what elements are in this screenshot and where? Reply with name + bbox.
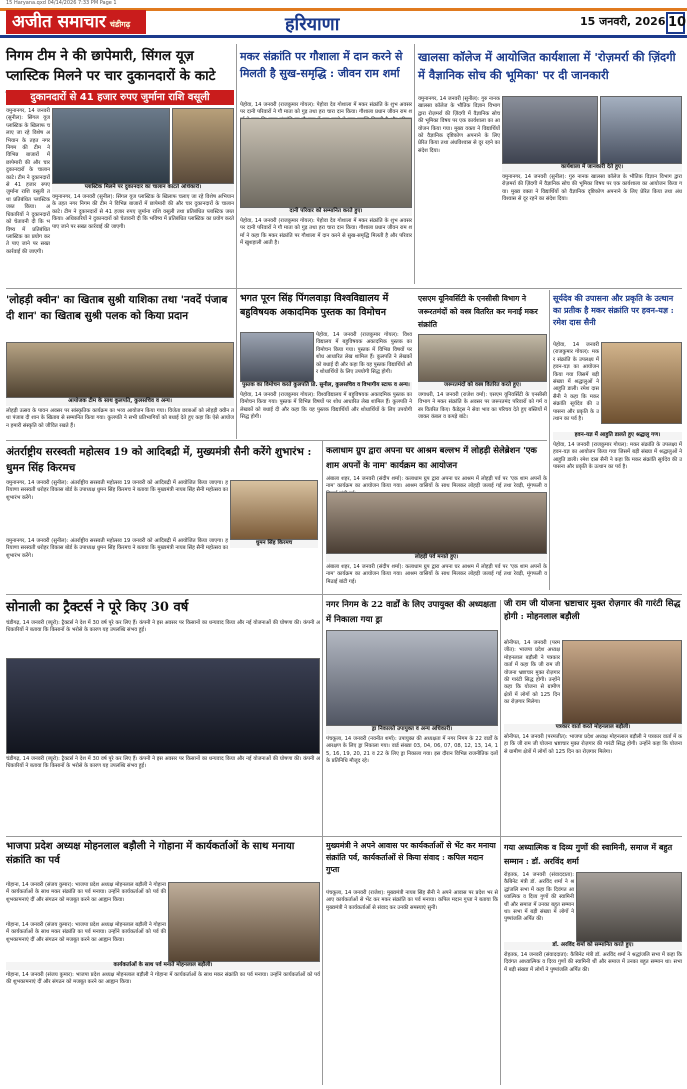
article-body-kaladham: अंबाला शहर, 14 जनवरी (संदीप शर्मा): कलाधाम ग्रुप द्वारा अपना घर आश्रम में लोहड़ी पर्व पर 'एक शाम अपनों के नाम' कार्यक्रम का आयोजन किया गया। आश्रम वासियों के साथ मिलकर लोहड़ी जलाई गई तथा रेवड़ी, मूंगफली व मिठाई बांटी गई। — [326, 564, 547, 585]
headline-saraswati-festival: अंतर्राष्ट्रीय सरस्वती महोत्सव 19 को आदिबद्री में, मुख्यमंत्री सैनी करेंगे शुभारंभ : धुमन सिंह किरमच — [6, 446, 312, 474]
headline-tractors: सोनाली का ट्रैक्टर्स ने पूरे किए 30 वर्ष — [6, 600, 189, 615]
photo-ncc — [418, 334, 547, 382]
caption-plastic: प्लास्टिक मिलने पर दुकानदार का चालान काटते अधिकारी। — [52, 184, 234, 192]
column-divider — [322, 440, 323, 1085]
photo-tractors — [6, 658, 320, 754]
article-body-ram-ji-yojana: सोनीपत, 14 जनवरी (परमजीत): भाजपा प्रदेश अध्यक्ष मोहनलाल बड़ौली ने पत्रकार वार्ता में कहा कि जी राम जी योजना भ्रष्टाचार मुक्त रोज़गार की गारंटी सिद्ध होगी। उन्होंने कहा कि योजना से ग्रामीण क्षेत्रों में लोगों को 125 दिन का रोज़गार मिलेगा। — [504, 734, 682, 755]
headline-arvind-sharma: गया अध्यात्मिक व दिव्य गुणों की स्वामिनी, समाज में बहुत सम्मान : डॉ. अरविंद शर्मा — [504, 842, 673, 866]
column-divider — [236, 44, 237, 439]
row-divider — [6, 440, 547, 441]
article-body-yojana-side: सोनीपत, 14 जनवरी (परमजीत): भाजपा प्रदेश अध्यक्ष मोहनलाल बड़ौली ने पत्रकार वार्ता में कहा कि जी राम जी योजना भ्रष्टाचार मुक्त रोज़गार की गारंटी सिद्ध होगी। उन्होंने कहा कि योजना से ग्रामीण क्षेत्रों में लोगों को 125 दिन का रोज़गार मिलेगा। — [504, 640, 560, 706]
caption-arvind-sharma: डॉ. अरविंद शर्मा को सम्मानित करते हुए। — [504, 942, 682, 950]
photo-gaushala — [240, 118, 412, 208]
photo-kaladham — [326, 492, 547, 554]
headline-khalsa-workshop: खालसा कॉलेज में आयोजित कार्यशाला में 'रोज़मर्रा की ज़िंदगी में वैज्ञानिक सोच की भूमिका' पर दी जानकारी — [418, 50, 676, 82]
caption-khalsa: कार्यशाला में जानकारी देते हुए। — [502, 164, 682, 172]
article-body-gohana: गोहाना, 14 जनवरी (संजय कुमार): भाजपा प्रदेश अध्यक्ष मोहनलाल बड़ौली ने गोहाना में कार्यकर्ताओं के साथ मकर संक्रांति का पर्व मनाया। उन्होंने कार्यकर्ताओं को पर्व की शुभकामनाएं दीं और संगठन को मजबूत करने का आह्वान किया। — [6, 972, 320, 986]
article-body-book: पेहोवा, 14 जनवरी (राजकुमार गोयल): विश्वविद्यालय में बहुविषयक अकादमिक पुस्तक का विमोचन किया गया। पुस्तक में विभिन्न विषयों पर शोध आधारित लेख शामिल हैं। कुलपति ने लेखकों को बधाई दी और कहा कि यह पुस्तक विद्यार्थियों और शोधार्थियों के लिए उपयोगी सिद्ध होगी। — [240, 392, 412, 421]
caption-kaladham: लोहड़ी पर्व मनाते हुए। — [326, 554, 547, 562]
caption-book-release: पुस्तक का विमोचन करते कुलपति प्रो. सुनील, कुलसचिव व विभागीय स्टाफ व अन्य। — [240, 382, 412, 390]
brand-name: अजीत समाचार — [12, 12, 106, 32]
caption-lohri-queen: आयोजक टीम के साथ कुलपति, कुलसचिव व अन्य। — [6, 398, 234, 406]
article-body-gaushala-cont: पेहोवा, 14 जनवरी (राजकुमार गोयल): पेहोवा देव गोशाला में मकर संक्रांति के शुभ अवसर पर दानी परिवारों ने गौ माता को गुड़ तथा हरा चारा दान किया। गौशाला प्रधान जीवन राम शर्मा ने कहा कि मकर संक्रांति पर गौशाला में दान करने से सुख-समृद्धि मिलती है और परिवार में खुशहाली आती है। — [240, 218, 412, 247]
photo-saraswati-portrait — [230, 480, 318, 540]
issue-date: 15 जनवरी, 2026 — [580, 15, 666, 28]
article-body-tractors: चंडीगढ़, 14 जनवरी (ब्यूरो): ट्रैक्टर्स ने देश में 30 वर्ष पूरे कर लिए हैं। कंपनी ने इस अवसर पर किसानों का धन्यवाद किया और नई योजनाओं की घोषणा की। कंपनी अधिकारियों ने बताया कि किसानों के भरोसे के कारण यह उपलब्धि संभव हुई। — [6, 620, 320, 634]
article-body-gohana-mid: गोहाना, 14 जनवरी (संजय कुमार): भाजपा प्रदेश अध्यक्ष मोहनलाल बड़ौली ने गोहाना में कार्यकर्ताओं के साथ मकर संक्रांति का पर्व मनाया। उन्होंने कार्यकर्ताओं को पर्व की शुभकामनाएं दीं और संगठन को मजबूत करने का आह्वान किया। — [6, 922, 166, 943]
article-body-ward-draw: पंचकूला, 14 जनवरी (नवनीत शर्मा): उपायुक्त की अध्यक्षता में नगर निगम के 22 वार्डों के आरक्षण के लिए ड्रा निकाला गया। वार्ड संख्या 03, 04, 06, 07, 08, 12, 13, 14, 15, 16, 19, 20, 21 व 22 के लिए ड्रा निकाला गया। इस दौरान विभिन्न राजनीतिक दलों के प्रतिनिधि मौजूद रहे। — [326, 736, 498, 765]
caption-havan: हवन-यज्ञ में आहुति डालते हुए श्रद्धालु गण। — [553, 432, 682, 440]
article-body-gaushala: पेहोवा, 14 जनवरी (राजकुमार गोयल): पेहोवा देव गोशाला में मकर संक्रांति के शुभ अवसर पर दानी परिवारों ने गौ माता को गुड़ तथा हरा चारा दान किया। गौशाला प्रधान जीवन राम श — [240, 102, 412, 116]
column-divider — [549, 290, 550, 590]
article-body-book-top: पेहोवा, 14 जनवरी (राजकुमार गोयल): विश्वविद्यालय में बहुविषयक अकादमिक पुस्तक का विमोचन किया गया। पुस्तक में विभिन्न विषयों पर शोध आधारित लेख शामिल हैं। कुलपति ने लेखकों को बधाई दी और कहा कि यह पुस्तक विद्यार्थियों और शोधार्थियों के लिए उपयोगी सिद्ध होगी। — [316, 332, 412, 376]
photo-arvind-sharma — [576, 872, 682, 942]
article-body-plastic-cont: यमुनानगर, 14 जनवरी (सुनील): सिंगल यूज प्लास्टिक के खिलाफ चलाए जा रहे विशेष अभियान के तहत नगर निगम की टीम ने विभिन्न बाजारों में छापेमारी की और चार दुकानदारों के चालान काटे। टीम ने दुकानदारों से 41 हजार रुपए जुर्माना राशि वसूली तथा प्रतिबंधित प्लास्टिक जब्त किया। अधिकारियों ने दुकानदारों को चेतावनी दी कि भविष्य में प्रतिबंधित प्लास्टिक का प्रयोग करते पाए जाने पर सख्त कार्रवाई की जाएगी। — [52, 194, 234, 230]
page-number: 10 — [666, 12, 685, 34]
article-body-kaladham-top: अंबाला शहर, 14 जनवरी (संदीप शर्मा): कलाधाम ग्रुप द्वारा अपना घर आश्रम में लोहड़ी पर्व पर 'एक शाम अपनों के नाम' कार्यक्रम का आयोजन किया गया। आश्रम वासियों के साथ मिलकर लोहड़ी जलाई गई तथा रेवड़ी, मूंगफली व — [326, 476, 547, 490]
caption-ward-draw: ड्रा निकालते उपायुक्त व अन्य अधिकारी। — [326, 726, 498, 734]
newspaper-logo — [6, 10, 146, 34]
caption-gohana: कार्यकर्ताओं के साथ पर्व मनाते मोहनलाल बड़ौली। — [6, 962, 320, 970]
article-body-gohana-top: गोहाना, 14 जनवरी (संजय कुमार): भाजपा प्रदेश अध्यक्ष मोहनलाल बड़ौली ने गोहाना में कार्यकर्ताओं के साथ मकर संक्रांति का पर्व मनाया। उन्होंने कार्यकर्ताओं को पर्व की शुभकामनाएं दीं और संगठन को मजबूत करने का आह्वान किया। — [6, 882, 166, 903]
row-divider — [6, 594, 682, 595]
row-divider — [6, 836, 682, 837]
row-divider — [6, 288, 682, 289]
article-body-khalsa-cont: यमुनानगर, 14 जनवरी (सुनील): गुरु नानक खालसा कॉलेज के भौतिक विज्ञान विभाग द्वारा रोज़मर्रा की ज़िंदगी में वैज्ञानिक सोच की भूमिका विषय पर एक कार्यशाला का आयोजन किया गया। मुख्य वक्ता ने विद्यार्थियों को वैज्ञानिक दृष्टिकोण अपनाने के लिए प्रेरित किया तथा अंधविश्वास से दूर रहने का संदेश दिया। — [502, 174, 682, 203]
article-body-saraswati: यमुनानगर, 14 जनवरी (सुनील): अंतर्राष्ट्रीय सरस्वती महोत्सव 19 जनवरी को आदिबद्री में आयोजित किया जाएगा। हरियाणा सरस्वती धरोहर विकास बोर्ड के उपाध्यक्ष धुमन सिंह किरमच ने बताया कि मुख्यमंत्री नायब सिंह सैनी महोत्सव का शुभारंभ करेंगे। — [6, 480, 228, 501]
headline-kaladham: कलाधाम ग्रुप द्वारा अपना घर आश्रम बल्लभ में लोहड़ी सेलेब्रेशन 'एक शाम अपनों के नाम' कार्यक्रम का आयोजन — [326, 446, 537, 471]
headline-book-release: भगत पूरन सिंह पिंगलवाड़ा विश्वविद्यालय में बहुविषयक अकादमिक पुस्तक का विमोचन — [240, 293, 389, 318]
headline-ncc: एसएम यूनिवर्सिटी के एनसीसी विभाग ने जरूरतमंदों को वस्त्र वितरित कर मनाई मकर संक्रांति — [418, 294, 538, 329]
section-title: हरियाणा — [285, 14, 340, 35]
photo-havan — [601, 342, 682, 424]
photo-ward-draw — [326, 630, 498, 726]
headline-havan: सूर्यदेव की उपासना और प्रकृति के उत्थान का प्रतीक है मकर संक्रांति पर हवन-यज्ञ : रमेश दास सैनी — [553, 293, 674, 327]
caption-ncc: जरूरतमंदों को वस्त्र वितरित करते हुए। — [418, 382, 547, 390]
photo-plastic-raid-2 — [172, 108, 234, 184]
article-body-havan: पेहोवा, 14 जनवरी (राजकुमार गोयल): मकर संक्रांति के उपलक्ष्य में हवन-यज्ञ का आयोजन किया गया जिसमें बड़ी संख्या में श्रद्धालुओं ने आहुति डाली। रमेश दास सैनी ने कहा कि मकर संक्रांति सूर्यदेव की उपासना और प्रकृति के उत्थान का पर्व है। — [553, 342, 599, 423]
column-divider — [414, 44, 415, 284]
print-slug: 15 Haryana.qxd 04/14/2026 7:33 PM Page 1 — [6, 0, 117, 6]
photo-book-release — [240, 332, 314, 382]
subhead-fine: दुकानदारों से 41 हजार रुपए जुर्माना राशि वसूली — [6, 90, 234, 105]
photo-khalsa-2 — [600, 96, 682, 164]
caption-ram-ji-yojana: पत्रकार वार्ता करते मोहनलाल बड़ौली। — [504, 724, 682, 732]
headline-gohana: भाजपा प्रदेश अध्यक्ष मोहनलाल बड़ौली ने गोहाना में कार्यकर्ताओं के साथ मनाया संक्रांति का पर्व — [6, 841, 295, 866]
article-body-ncc: जगाधरी, 14 जनवरी (राजेश वर्मा): एसएम यूनिवर्सिटी के एनसीसी विभाग ने मकर संक्रांति के अवसर पर जरूरतमंद परिवारों को गर्म वस्त्र वितरित किए। कैडेट्स ने सेवा भाव का परिचय देते हुए बस्तियों में जाकर कंबल व कपड़े बांटे। — [418, 392, 547, 421]
article-body-plastic: यमुनानगर, 14 जनवरी (सुनील): सिंगल यूज प्लास्टिक के खिलाफ चलाए जा रहे विशेष अभियान के तहत नगर निगम की टीम ने विभिन्न बाजारों में छापेमारी की और चार दुकानदारों के चालान काटे। टीम ने दुकानदारों से 41 हजार रुपए जुर्माना राशि वसूली तथा प्रतिबंधित प्लास्टिक जब्त किया। अधिकारियों ने दुकानदारों को चेतावनी दी कि भविष्य में प्रतिबंधित प्लास्टिक का प्रयोग करते पाए जाने पर सख्त कार्रवाई की जाएगी। — [6, 108, 50, 255]
photo-gohana — [168, 882, 320, 962]
headline-lohri-queen: 'लोहड़ी क्वीन' का खिताब सुश्री याशिका तथा 'नवदें पंजाब दी शान' का खिताब सुश्री पलक को किया प्रदान — [6, 294, 228, 322]
headline-ward-draw: नगर निगम के 22 वार्डों के लिए उपायुक्त की अध्यक्षता में निकाला गया ड्रा — [326, 600, 497, 625]
article-body-havan-cont: पेहोवा, 14 जनवरी (राजकुमार गोयल): मकर संक्रांति के उपलक्ष्य में हवन-यज्ञ का आयोजन किया गया जिसमें बड़ी संख्या में श्रद्धालुओं ने आहुति डाली। रमेश दास सैनी ने कहा कि मकर संक्रांति सूर्यदेव की उपासना और प्रकृति के उत्थान का पर्व है। — [553, 442, 682, 471]
photo-plastic-raid — [52, 108, 170, 184]
photo-ram-ji-yojana — [562, 640, 682, 724]
article-body-tractors-cont: चंडीगढ़, 14 जनवरी (ब्यूरो): ट्रैक्टर्स ने देश में 30 वर्ष पूरे कर लिए हैं। कंपनी ने इस अवसर पर किसानों का धन्यवाद किया और नई योजनाओं की घोषणा की। कंपनी अधिकारियों ने बताया कि किसानों के भरोसे के कारण यह उपलब्धि संभव हुई। — [6, 756, 320, 770]
article-body-arvind-sharma: रोहतक, 14 जनवरी (संवाददाता): कैबिनेट मंत्री डॉ. अरविंद शर्मा ने श्रद्धांजलि सभा में कहा कि दिवंगत आध्यात्मिक व दिव्य गुणों की स्वामिनी थीं और समाज में उनका बहुत सम्मान था। सभा में बड़ी संख्या में लोगों ने पुष्पांजलि अर्पित की। — [504, 952, 682, 973]
headline-gaushala: मकर संक्रांति पर गौशाला में दान करने से मिलती है सुख-समृद्धि : जीवन राम शर्मा — [240, 50, 403, 80]
article-body-cm-residence: पंचकूला, 14 जनवरी (राजेश): मुख्यमंत्री नायब सिंह सैनी ने अपने आवास पर प्रदेश भर से आए कार्यकर्ताओं से भेंट कर मकर संक्रांति का पर्व मनाया। कपिल मदान गुप्ता ने बताया कि मुख्यमंत्री ने कार्यकर्ताओं से संवाद कर उनकी समस्याएं सुनीं। — [326, 890, 498, 911]
photo-lohri-queen — [6, 342, 234, 398]
headline-cm-residence: मुख्यमंत्री ने अपने आवास पर कार्यकर्ताओं से भेंट कर मनाया संक्रांति पर्व, कार्यकर्ताओं से किया संवाद : कपिल मदान गुप्ता — [326, 841, 496, 874]
brand-city: चंडीगढ़ — [109, 19, 131, 29]
headline-plastic-raid: निगम टीम ने की छापेमारी, सिंगल यूज़ प्लास्टिक मिलने पर चार दुकानदारों के काटे — [6, 48, 216, 84]
caption-saraswati: धुमन सिंह किरमच — [230, 540, 318, 548]
headline-ram-ji-yojana: जी राम जी योजना भ्रष्टाचार मुक्त रोज़गार की गारंटी सिद्ध होगी : मोहनलाल बड़ौली — [504, 599, 681, 622]
caption-gaushala: दानी परिवार को सम्मानित करते हुए। — [240, 208, 412, 216]
article-body-khalsa: यमुनानगर, 14 जनवरी (सुनील): गुरु नानक खालसा कॉलेज के भौतिक विज्ञान विभाग द्वारा रोज़मर्रा की ज़िंदगी में वैज्ञानिक सोच की भूमिका विषय पर एक कार्यशाला का आयोजन किया गया। मुख्य वक्ता ने विद्यार्थियों को वैज्ञानिक दृष्टिकोण अपनाने के लिए प्रेरित किया तथा अंधविश्वास से दूर रहने का संदेश दिया। — [418, 96, 500, 154]
article-body-lohri-queen: लोहड़ी उत्सव के पावन अवसर पर सांस्कृतिक कार्यक्रम का भव्य आयोजन किया गया। विजेता छात्राओं को लोहड़ी क्वीन तथा पंजाब दी शान के खिताब से सम्मानित किया गया। कुलपति ने सभी प्रतिभागियों को बधाई देते हुए कहा कि ऐसे आयोजन हमारी संस्कृति को जीवित रखते हैं। — [6, 408, 234, 429]
column-divider — [500, 600, 501, 1085]
photo-khalsa-1 — [502, 96, 598, 164]
article-body-saraswati-cont: यमुनानगर, 14 जनवरी (सुनील): अंतर्राष्ट्रीय सरस्वती महोत्सव 19 जनवरी को आदिबद्री में आयोजित किया जाएगा। हरियाणा सरस्वती धरोहर विकास बोर्ड के उपाध्यक्ष धुमन सिंह किरमच ने बताया कि मुख्यमंत्री नायब सिंह सैनी महोत्सव का शुभारंभ करेंगे। — [6, 538, 228, 559]
article-body-arvind-side: रोहतक, 14 जनवरी (संवाददाता): कैबिनेट मंत्री डॉ. अरविंद शर्मा ने श्रद्धांजलि सभा में कहा कि दिवंगत आध्यात्मिक व दिव्य गुणों की स्वामिनी थीं और समाज में उनका बहुत सम्मान था। सभा में बड़ी संख्या में लोगों ने पुष्पांजलि अर्पित की। — [504, 872, 574, 923]
